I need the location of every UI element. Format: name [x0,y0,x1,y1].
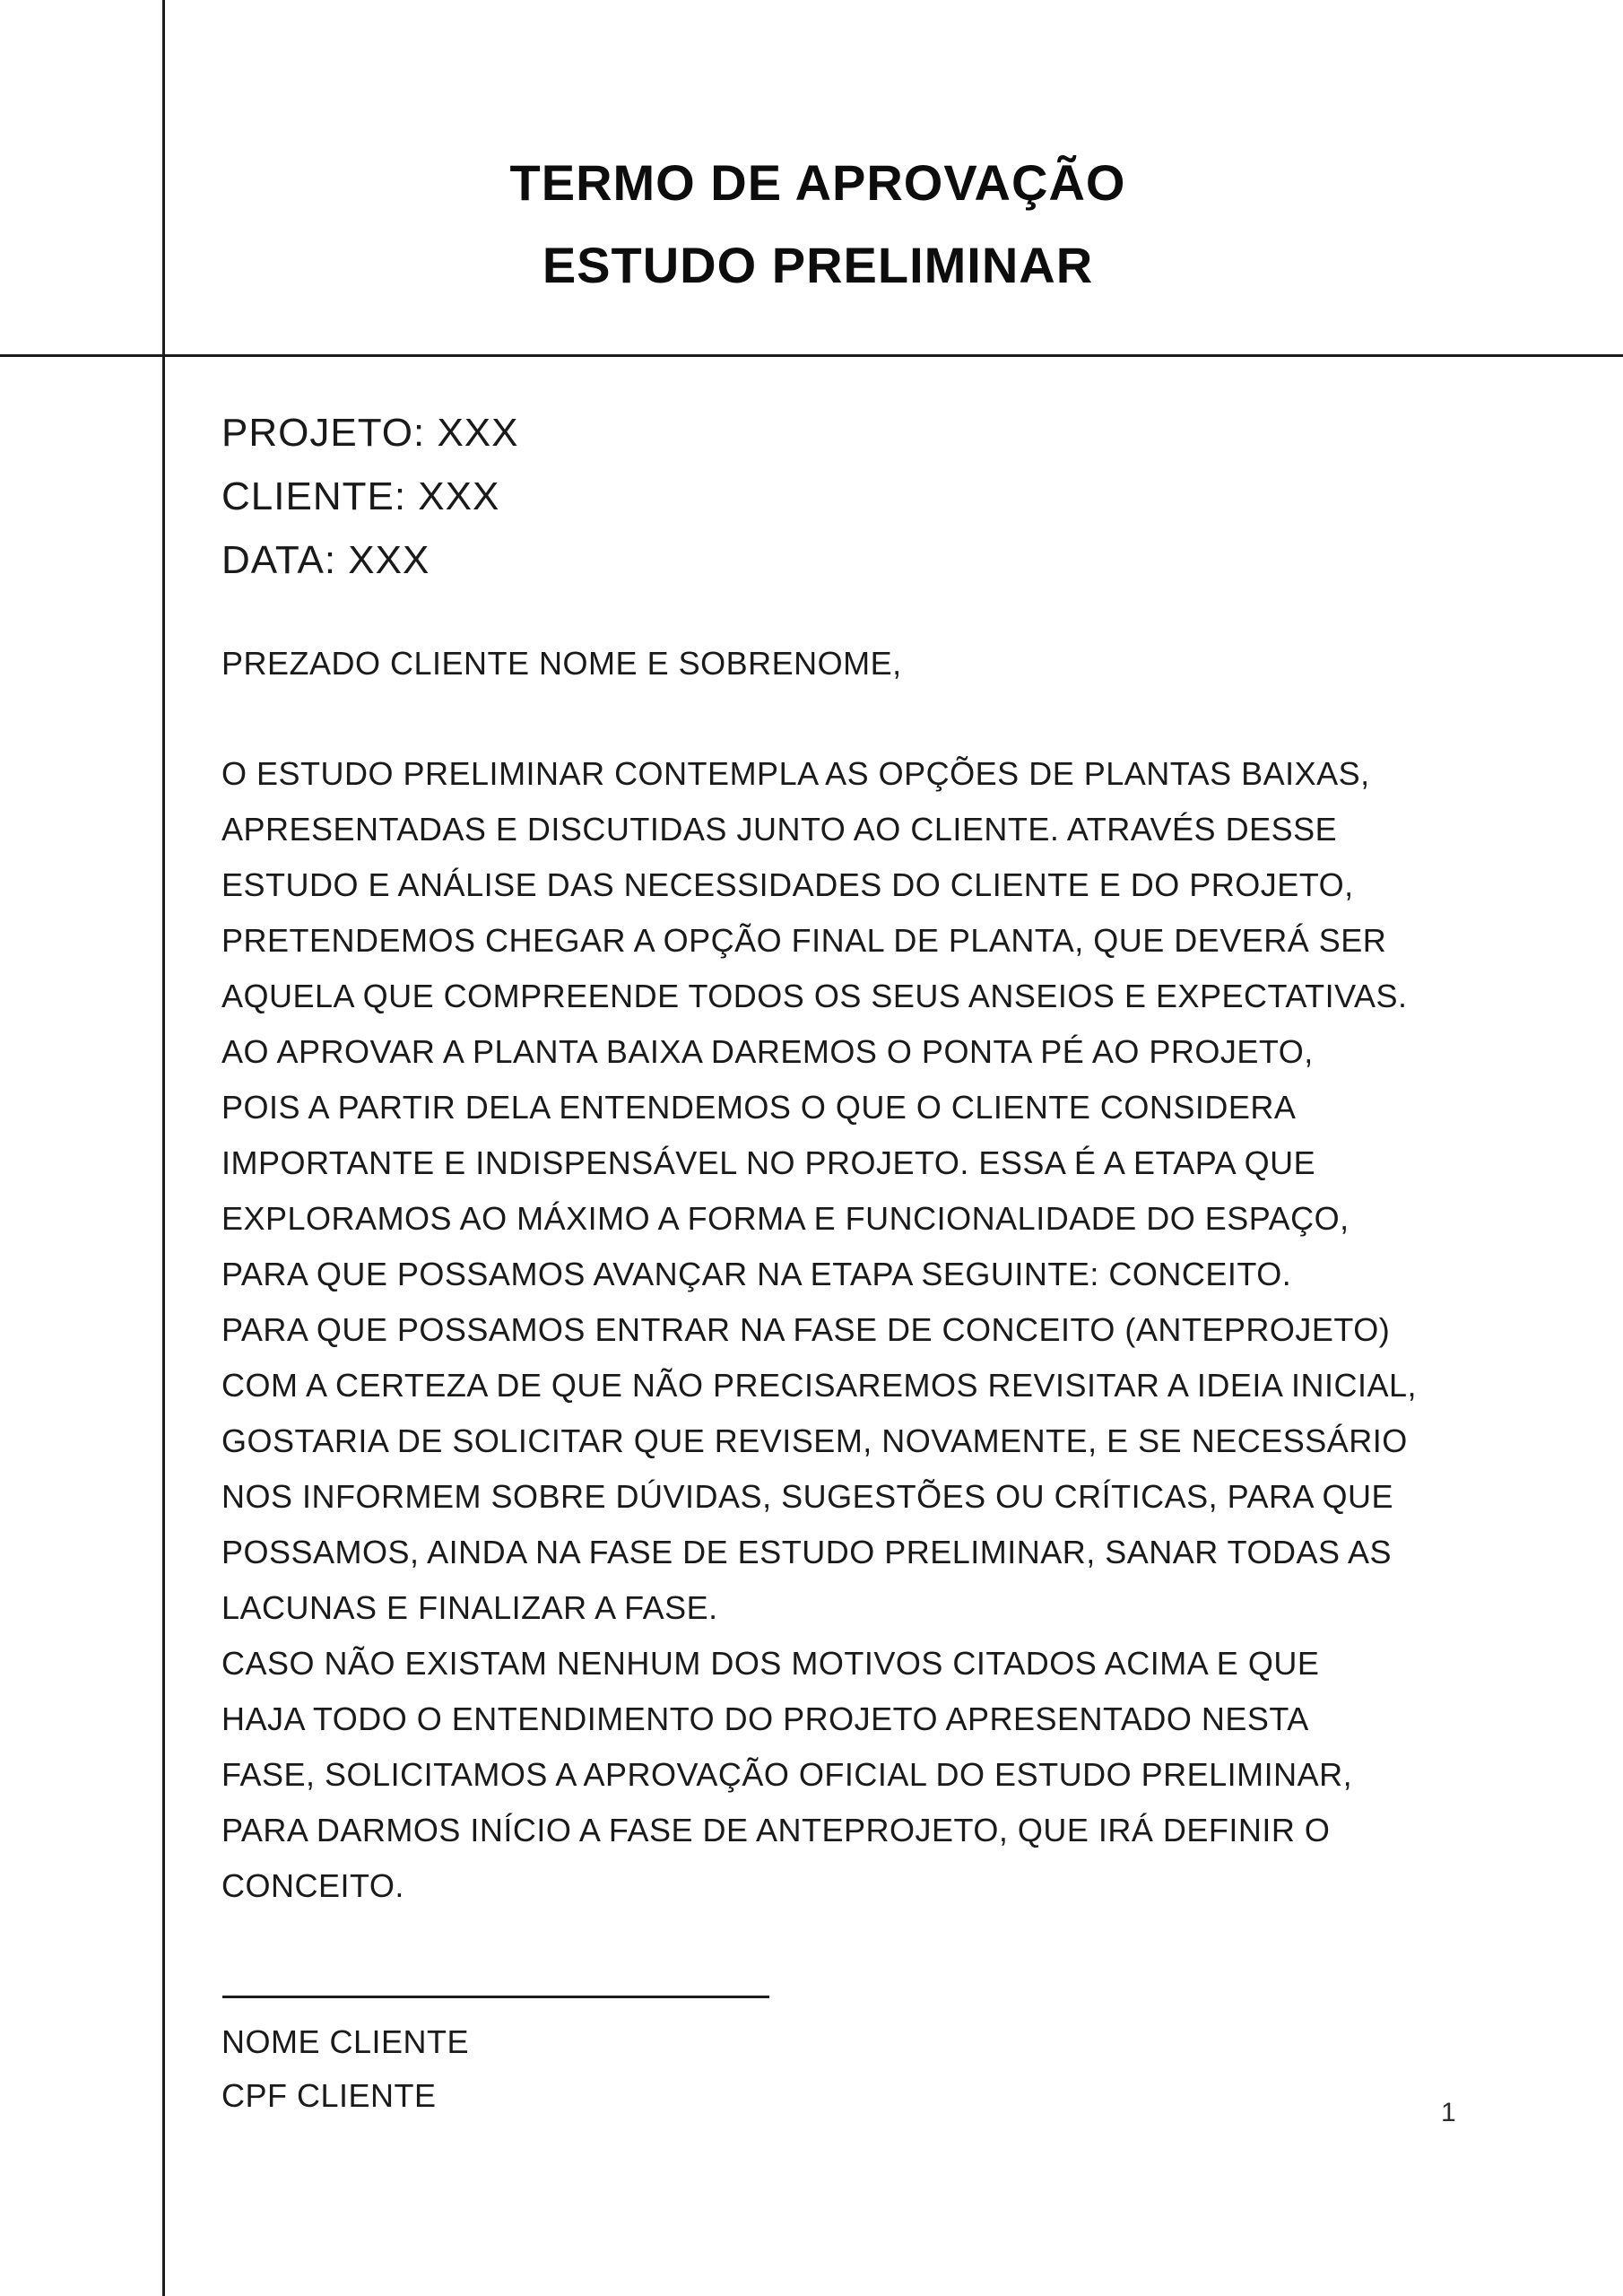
body-paragraph [221,746,1417,1914]
body-line: HAJA TODO O ENTENDIMENTO DO PROJETO APRESENTADO NESTA [221,1700,1309,1737]
body-line: APRESENTADAS E DISCUTIDAS JUNTO AO CLIENTE. ATRAVÉS DESSE [221,811,1338,848]
body-line: CONCEITO. [221,1867,404,1904]
body-line: ESTUDO E ANÁLISE DAS NECESSIDADES DO CLIENTE E DO PROJETO, [221,866,1354,903]
body-line: LACUNAS E FINALIZAR A FASE. [221,1589,718,1626]
body-line: GOSTARIA DE SOLICITAR QUE REVISEM, NOVAMENTE, E SE NECESSÁRIO [221,1422,1408,1459]
signature-name-label: NOME CLIENTE [221,2023,470,2060]
body-line: PRETENDEMOS CHEGAR A OPÇÃO FINAL DE PLANTA, QUE DEVERÁ SER [221,922,1387,959]
body-line: EXPLORAMOS AO MÁXIMO A FORMA E FUNCIONALIDADE DO ESPAÇO, [221,1200,1350,1237]
body-line: AQUELA QUE COMPREENDE TODOS OS SEUS ANSEIOS E EXPECTATIVAS. [221,978,1408,1014]
body-line: AO APROVAR A PLANTA BAIXA DAREMOS O PONTA PÉ AO PROJETO, [221,1033,1314,1070]
title-line-2: ESTUDO PRELIMINAR [542,237,1094,293]
page-number: 1 [1441,2098,1456,2127]
body-line: O ESTUDO PRELIMINAR CONTEMPLA AS OPÇÕES DE PLANTAS BAIXAS, [221,755,1370,792]
document-title [221,142,1414,307]
greeting-line: PREZADO CLIENTE NOME E SOBRENOME, [221,645,902,682]
horizontal-rule [0,354,1623,357]
body-line: POIS A PARTIR DELA ENTENDEMOS O QUE O CLIENTE CONSIDERA [221,1089,1297,1126]
title-line-1: TERMO DE APROVAÇÃO [509,154,1126,211]
meta-data: DATA: XXX [221,538,430,582]
vertical-rule [162,0,165,2296]
body-line: FASE, SOLICITAMOS A APROVAÇÃO OFICIAL DO ESTUDO PRELIMINAR, [221,1756,1353,1793]
body-line: CASO NÃO EXISTAM NENHUM DOS MOTIVOS CITADOS ACIMA E QUE [221,1645,1320,1682]
body-line: POSSAMOS, AINDA NA FASE DE ESTUDO PRELIMINAR, SANAR TODAS AS [221,1534,1393,1570]
body-line: COM A CERTEZA DE QUE NÃO PRECISAREMOS REVISITAR A IDEIA INICIAL, [221,1367,1417,1404]
signature-rule [222,1996,769,1998]
meta-cliente: CLIENTE: XXX [221,474,500,518]
meta-block [221,401,519,592]
body-line: IMPORTANTE E INDISPENSÁVEL NO PROJETO. ESSA É A ETAPA QUE [221,1144,1316,1181]
body-line: NOS INFORMEM SOBRE DÚVIDAS, SUGESTÕES OU CRÍTICAS, PARA QUE [221,1478,1394,1515]
body-line: PARA DARMOS INÍCIO A FASE DE ANTEPROJETO, QUE IRÁ DEFINIR O [221,1812,1331,1848]
body-line: PARA QUE POSSAMOS ENTRAR NA FASE DE CONCEITO (ANTEPROJETO) [221,1311,1391,1348]
body-line: PARA QUE POSSAMOS AVANÇAR NA ETAPA SEGUINTE: CONCEITO. [221,1256,1292,1292]
meta-projeto: PROJETO: XXX [221,411,519,455]
signature-cpf-label: CPF CLIENTE [221,2077,437,2114]
